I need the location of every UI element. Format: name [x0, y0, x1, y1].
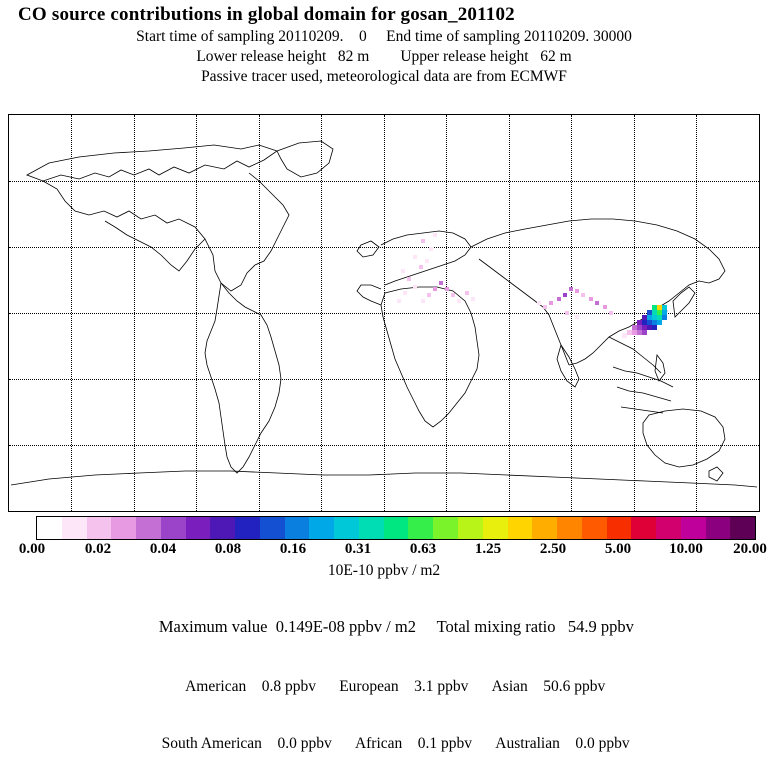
colorbar-swatch	[631, 517, 656, 539]
colorbar-swatch	[433, 517, 458, 539]
colorbar-tick: 2.50	[539, 541, 567, 557]
colorbar-swatch	[656, 517, 681, 539]
page-title: CO source contributions in global domain for gosan_201102	[18, 4, 515, 25]
sampling-time-line: Start time of sampling 20110209. 0 End time of sampling 20110209. 30000	[136, 28, 632, 45]
colorbar-swatch	[557, 517, 582, 539]
region-value: 0.8 ppbv	[261, 678, 316, 695]
colorbar-swatch	[508, 517, 533, 539]
colorbar-swatch	[359, 517, 384, 539]
colorbar-swatch	[458, 517, 483, 539]
colorbar-swatch	[706, 517, 731, 539]
region-name: South American	[161, 735, 262, 752]
region-row-1	[0, 660, 768, 714]
colorbar-swatch	[111, 517, 136, 539]
statistics-block	[0, 594, 768, 771]
total-mixing-ratio-value: 54.9 ppbv	[567, 617, 634, 636]
colorbar-tick: 1.25	[474, 541, 502, 557]
colorbar-tick: 0.08	[214, 541, 242, 557]
region-value: 0.0 ppbv	[277, 735, 332, 752]
colorbar-swatch	[334, 517, 359, 539]
colorbar-tick: 0.31	[344, 541, 372, 557]
colorbar-swatch	[235, 517, 260, 539]
colorbar	[36, 516, 756, 540]
colorbar-swatch	[285, 517, 310, 539]
colorbar-swatch	[408, 517, 433, 539]
colorbar-swatch	[260, 517, 285, 539]
colorbar-swatch	[607, 517, 632, 539]
colorbar-tick: 0.63	[409, 541, 437, 557]
colorbar-swatch	[161, 517, 186, 539]
region-value: 3.1 ppbv	[414, 678, 469, 695]
max-value: 0.149E-08 ppbv / m2	[275, 617, 416, 636]
colorbar-swatch	[384, 517, 409, 539]
colorbar-swatch	[730, 517, 755, 539]
colorbar-tick: 0.04	[149, 541, 177, 557]
total-mixing-ratio-label: Total mixing ratio	[436, 617, 556, 636]
colorbar-tick-labels	[8, 541, 767, 559]
colorbar-swatch	[37, 517, 62, 539]
region-name: Australian	[495, 735, 560, 752]
tracer-meteo-line: Passive tracer used, meteorological data are from ECMWF	[201, 68, 567, 85]
region-value: 0.1 ppbv	[417, 735, 473, 752]
region-name: African	[354, 735, 403, 752]
colorbar-block	[8, 516, 767, 580]
max-and-total-row	[0, 597, 768, 657]
colorbar-swatch	[210, 517, 235, 539]
region-value: 50.6 ppbv	[543, 678, 606, 695]
colorbar-swatch	[87, 517, 112, 539]
region-name: European	[339, 678, 399, 695]
colorbar-swatch	[62, 517, 87, 539]
world-map-panel	[8, 114, 760, 512]
release-height-line: Lower release height 82 m Upper release height 62 m	[196, 48, 572, 65]
region-name: Asian	[491, 678, 528, 695]
colorbar-swatch	[186, 517, 211, 539]
colorbar-tick: 0.00	[18, 541, 46, 557]
region-value: 0.0 ppbv	[575, 735, 630, 752]
colorbar-tick: 10.00	[669, 541, 703, 557]
colorbar-tick: 20.00	[733, 541, 767, 557]
colorbar-unit-label: 10E-10 ppbv / m2	[327, 562, 441, 579]
region-name: American	[185, 678, 247, 695]
colorbar-tick: 0.02	[84, 541, 112, 557]
max-value-label: Maximum value	[158, 617, 268, 636]
colorbar-swatch	[309, 517, 334, 539]
header-block	[0, 0, 768, 86]
footprint-layer	[9, 115, 759, 511]
colorbar-swatch	[532, 517, 557, 539]
colorbar-swatch	[483, 517, 508, 539]
colorbar-swatch	[136, 517, 161, 539]
colorbar-swatch	[681, 517, 706, 539]
colorbar-tick: 0.16	[279, 541, 307, 557]
region-row-2	[0, 717, 768, 771]
colorbar-swatch	[582, 517, 607, 539]
colorbar-tick: 5.00	[604, 541, 632, 557]
